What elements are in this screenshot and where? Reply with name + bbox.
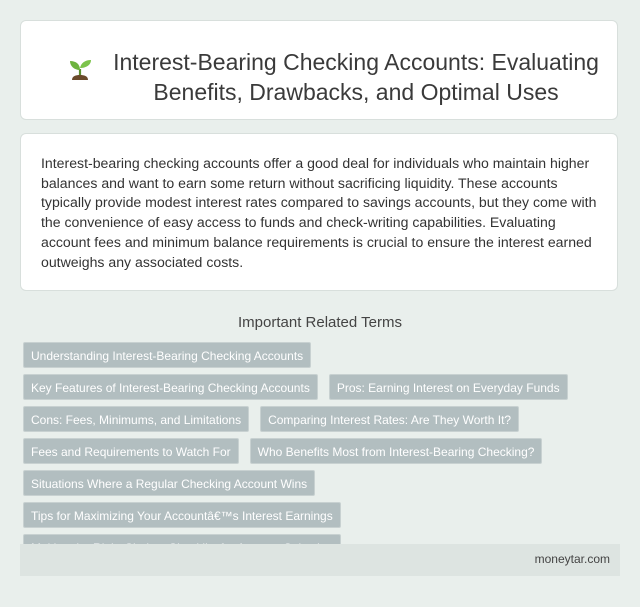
title-card	[20, 20, 618, 120]
related-term-tag[interactable]: Situations Where a Regular Checking Account Wins	[23, 470, 315, 496]
related-term-tag[interactable]: Pros: Earning Interest on Everyday Funds	[329, 374, 568, 400]
site-name[interactable]: moneytar.com	[534, 552, 610, 566]
related-term-tag[interactable]: Fees and Requirements to Watch For	[23, 438, 239, 464]
page-title: Interest-Bearing Checking Accounts: Evaluating Benefits, Drawbacks, and Optimal Uses	[113, 49, 599, 105]
related-term-tag[interactable]: Key Features of Interest-Bearing Checking Accounts	[23, 374, 318, 400]
footer	[20, 544, 620, 576]
related-terms-heading: Important Related Terms	[238, 314, 402, 331]
related-terms-list	[20, 342, 620, 560]
related-term-tag[interactable]: Comparing Interest Rates: Are They Worth It?	[260, 406, 519, 432]
related-term-tag[interactable]: Cons: Fees, Minimums, and Limitations	[23, 406, 249, 432]
related-term-tag[interactable]: Who Benefits Most from Interest-Bearing Checking?	[250, 438, 543, 464]
description-card	[20, 133, 618, 291]
description-text: Interest-bearing checking accounts offer a good deal for individuals who maintain higher balances and want to earn some return without sacrificing liquidity. These accounts typically provide modest interest rates compared to savings accounts, but they come with the convenience of easy access to funds and check-writing capabilities. Evaluating account fees and minimum balance requirements is crucial to ensure the interest earned outweighs any associated costs.	[41, 155, 597, 270]
related-term-tag[interactable]: Understanding Interest-Bearing Checking Accounts	[23, 342, 311, 368]
seedling-icon	[61, 49, 99, 87]
related-term-tag[interactable]: Tips for Maximizing Your Accountâ€™s Interest Earnings	[23, 502, 341, 528]
